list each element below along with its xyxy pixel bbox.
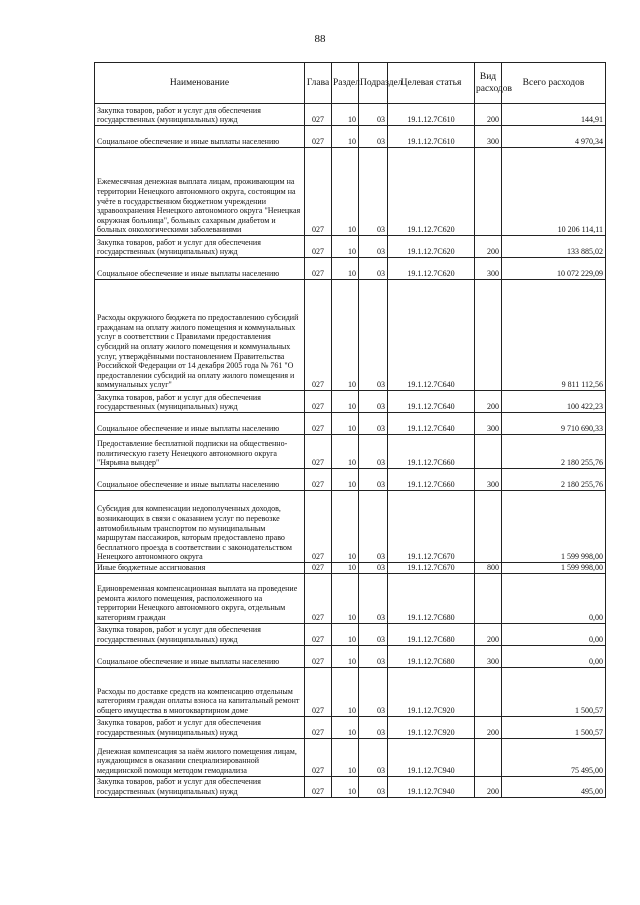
cell-expense-type: 300 — [475, 645, 502, 667]
cell-total: 10 206 114,11 — [502, 148, 606, 236]
cell-subsection: 03 — [359, 776, 388, 797]
cell-total: 100 422,23 — [502, 391, 606, 413]
cell-chapter: 027 — [305, 573, 332, 623]
cell-expense-type: 200 — [475, 623, 502, 645]
cell-subsection: 03 — [359, 236, 388, 258]
cell-expense-type — [475, 738, 502, 776]
cell-subsection: 03 — [359, 563, 388, 574]
cell-target: 19.1.12.7С920 — [388, 716, 475, 738]
cell-total: 1 599 998,00 — [502, 491, 606, 563]
table-row — [95, 667, 606, 716]
cell-target: 19.1.12.7С660 — [388, 469, 475, 491]
cell-subsection: 03 — [359, 104, 388, 126]
cell-target: 19.1.12.7С940 — [388, 738, 475, 776]
cell-subsection: 03 — [359, 491, 388, 563]
cell-expense-type: 200 — [475, 391, 502, 413]
cell-target: 19.1.12.7С610 — [388, 104, 475, 126]
cell-subsection: 03 — [359, 435, 388, 469]
cell-subsection: 03 — [359, 148, 388, 236]
header-expense-type: Вид расходов — [475, 63, 502, 104]
cell-total: 1 500,57 — [502, 667, 606, 716]
cell-total: 10 072 229,09 — [502, 258, 606, 280]
cell-chapter: 027 — [305, 491, 332, 563]
table-row — [95, 236, 606, 258]
table-row — [95, 491, 606, 563]
table-row — [95, 563, 606, 574]
cell-name: Расходы по доставке средств на компенсацию отдельным категориям граждан оплаты взноса на капитальный ремонт общего имущества в многоквартирном доме — [95, 667, 305, 716]
cell-target: 19.1.12.7С680 — [388, 645, 475, 667]
cell-total: 1 500,57 — [502, 716, 606, 738]
table-row — [95, 469, 606, 491]
cell-chapter: 027 — [305, 435, 332, 469]
cell-name: Закупка товаров, работ и услуг для обеспечения государственных (муниципальных) нужд — [95, 236, 305, 258]
cell-section: 10 — [332, 738, 359, 776]
cell-expense-type: 800 — [475, 563, 502, 574]
cell-name: Закупка товаров, работ и услуг для обеспечения государственных (муниципальных) нужд — [95, 776, 305, 797]
cell-chapter: 027 — [305, 148, 332, 236]
cell-subsection: 03 — [359, 469, 388, 491]
cell-total: 0,00 — [502, 573, 606, 623]
cell-section: 10 — [332, 391, 359, 413]
cell-target: 19.1.12.7С680 — [388, 573, 475, 623]
cell-subsection: 03 — [359, 258, 388, 280]
cell-chapter: 027 — [305, 469, 332, 491]
table-body — [95, 104, 606, 798]
cell-total: 0,00 — [502, 645, 606, 667]
cell-section: 10 — [332, 236, 359, 258]
cell-total: 495,00 — [502, 776, 606, 797]
cell-expense-type: 200 — [475, 236, 502, 258]
budget-table — [94, 62, 606, 798]
table-row — [95, 413, 606, 435]
cell-expense-type — [475, 280, 502, 391]
cell-target: 19.1.12.7С940 — [388, 776, 475, 797]
table-row — [95, 716, 606, 738]
cell-subsection: 03 — [359, 667, 388, 716]
cell-name: Денежная компенсация за наём жилого помещения лицам, нуждающимся в оказании специализированной медицинской помощи методом гемодиализа — [95, 738, 305, 776]
cell-chapter: 027 — [305, 391, 332, 413]
cell-section: 10 — [332, 104, 359, 126]
table-row — [95, 280, 606, 391]
cell-section: 10 — [332, 126, 359, 148]
cell-chapter: 027 — [305, 623, 332, 645]
cell-target: 19.1.12.7С670 — [388, 491, 475, 563]
cell-chapter: 027 — [305, 413, 332, 435]
header-section: Раздел — [332, 63, 359, 104]
cell-name: Закупка товаров, работ и услуг для обеспечения государственных (муниципальных) нужд — [95, 104, 305, 126]
cell-target: 19.1.12.7С620 — [388, 148, 475, 236]
cell-expense-type: 300 — [475, 258, 502, 280]
cell-subsection: 03 — [359, 280, 388, 391]
header-row — [95, 63, 606, 104]
cell-section: 10 — [332, 573, 359, 623]
cell-chapter: 027 — [305, 236, 332, 258]
cell-total: 9 811 112,56 — [502, 280, 606, 391]
cell-subsection: 03 — [359, 716, 388, 738]
header-chapter: Глава — [305, 63, 332, 104]
cell-section: 10 — [332, 623, 359, 645]
cell-name: Иные бюджетные ассигнования — [95, 563, 305, 574]
header-target: Целевая статья — [388, 63, 475, 104]
header-total: Всего расходов — [502, 63, 606, 104]
cell-section: 10 — [332, 148, 359, 236]
cell-expense-type — [475, 148, 502, 236]
table-row — [95, 573, 606, 623]
table-row — [95, 623, 606, 645]
cell-total: 144,91 — [502, 104, 606, 126]
cell-name: Социальное обеспечение и иные выплаты населению — [95, 469, 305, 491]
cell-name: Ежемесячная денежная выплата лицам, проживающим на территории Ненецкого автономного округа, состоящим на учёте в государственном бюджетном учреждении здравоохранения Ненецкого автономного округа "Ненецкая окружная больница", больных сахарным диабетом и больных онкологическими заболеваниями — [95, 148, 305, 236]
cell-chapter: 027 — [305, 667, 332, 716]
cell-target: 19.1.12.7С620 — [388, 236, 475, 258]
cell-name: Социальное обеспечение и иные выплаты населению — [95, 645, 305, 667]
cell-target: 19.1.12.7С640 — [388, 413, 475, 435]
cell-chapter: 027 — [305, 645, 332, 667]
cell-chapter: 027 — [305, 126, 332, 148]
cell-chapter: 027 — [305, 104, 332, 126]
cell-name: Закупка товаров, работ и услуг для обеспечения государственных (муниципальных) нужд — [95, 716, 305, 738]
cell-section: 10 — [332, 776, 359, 797]
cell-expense-type: 200 — [475, 716, 502, 738]
cell-name: Закупка товаров, работ и услуг для обеспечения государственных (муниципальных) нужд — [95, 391, 305, 413]
table-row — [95, 645, 606, 667]
cell-section: 10 — [332, 716, 359, 738]
cell-subsection: 03 — [359, 391, 388, 413]
cell-expense-type: 300 — [475, 126, 502, 148]
cell-expense-type — [475, 573, 502, 623]
cell-target: 19.1.12.7С640 — [388, 280, 475, 391]
cell-expense-type — [475, 435, 502, 469]
table-row — [95, 776, 606, 797]
cell-name: Социальное обеспечение и иные выплаты населению — [95, 126, 305, 148]
cell-section: 10 — [332, 667, 359, 716]
cell-target: 19.1.12.7С670 — [388, 563, 475, 574]
cell-total: 1 599 998,00 — [502, 563, 606, 574]
cell-total: 9 710 690,33 — [502, 413, 606, 435]
cell-subsection: 03 — [359, 573, 388, 623]
cell-total: 75 495,00 — [502, 738, 606, 776]
table-row — [95, 738, 606, 776]
cell-target: 19.1.12.7С920 — [388, 667, 475, 716]
header-name: Наименование — [95, 63, 305, 104]
cell-chapter: 027 — [305, 716, 332, 738]
cell-section: 10 — [332, 413, 359, 435]
cell-total: 4 970,34 — [502, 126, 606, 148]
cell-name: Единовременная компенсационная выплата на проведение ремонта жилого помещения, расположенного на территории Ненецкого автономного округа, отдельным категориям граждан — [95, 573, 305, 623]
table-row — [95, 148, 606, 236]
cell-target: 19.1.12.7С640 — [388, 391, 475, 413]
table-row — [95, 126, 606, 148]
cell-subsection: 03 — [359, 126, 388, 148]
cell-section: 10 — [332, 563, 359, 574]
cell-section: 10 — [332, 258, 359, 280]
cell-name: Закупка товаров, работ и услуг для обеспечения государственных (муниципальных) нужд — [95, 623, 305, 645]
cell-name: Субсидия для компенсации недополученных доходов, возникающих в связи с оказанием услуг по перевозке автомобильным транспортом по муниципальным маршрутам пассажиров, которым предоставлено право бесплатного проезда в соответствии с законодательством Ненецкого автономного округа — [95, 491, 305, 563]
cell-section: 10 — [332, 435, 359, 469]
cell-total: 2 180 255,76 — [502, 469, 606, 491]
page-number: 88 — [314, 33, 326, 45]
cell-section: 10 — [332, 469, 359, 491]
cell-name: Социальное обеспечение и иные выплаты населению — [95, 258, 305, 280]
cell-target: 19.1.12.7С680 — [388, 623, 475, 645]
table-row — [95, 391, 606, 413]
cell-subsection: 03 — [359, 738, 388, 776]
cell-chapter: 027 — [305, 738, 332, 776]
header-subsection: Подраздел — [359, 63, 388, 104]
cell-subsection: 03 — [359, 645, 388, 667]
cell-name: Социальное обеспечение и иные выплаты населению — [95, 413, 305, 435]
cell-expense-type — [475, 667, 502, 716]
cell-total: 0,00 — [502, 623, 606, 645]
cell-chapter: 027 — [305, 258, 332, 280]
cell-name: Предоставление бесплатной подписки на общественно-политическую газету Ненецкого автономного округа "Нярьяна вындер" — [95, 435, 305, 469]
table-row — [95, 258, 606, 280]
cell-chapter: 027 — [305, 563, 332, 574]
cell-target: 19.1.12.7С660 — [388, 435, 475, 469]
cell-section: 10 — [332, 280, 359, 391]
cell-expense-type: 200 — [475, 776, 502, 797]
cell-subsection: 03 — [359, 413, 388, 435]
cell-total: 133 885,02 — [502, 236, 606, 258]
cell-expense-type: 300 — [475, 469, 502, 491]
cell-section: 10 — [332, 491, 359, 563]
cell-expense-type: 200 — [475, 104, 502, 126]
cell-subsection: 03 — [359, 623, 388, 645]
cell-name: Расходы окружного бюджета по предоставлению субсидий гражданам на оплату жилого помещения и коммунальных услуг в соответствии с Правилами предоставления субсидий на оплату жилого помещения и коммунальных услуг, утверждёнными постановлением Правительства Российской Федерации от 14 декабря 2005 года № 761 "О предоставлении субсидий на оплату жилого помещения и коммунальных услуг" — [95, 280, 305, 391]
table-row — [95, 104, 606, 126]
cell-target: 19.1.12.7С620 — [388, 258, 475, 280]
cell-expense-type: 300 — [475, 413, 502, 435]
cell-chapter: 027 — [305, 776, 332, 797]
table-row — [95, 435, 606, 469]
cell-chapter: 027 — [305, 280, 332, 391]
cell-target: 19.1.12.7С610 — [388, 126, 475, 148]
cell-expense-type — [475, 491, 502, 563]
cell-section: 10 — [332, 645, 359, 667]
cell-total: 2 180 255,76 — [502, 435, 606, 469]
